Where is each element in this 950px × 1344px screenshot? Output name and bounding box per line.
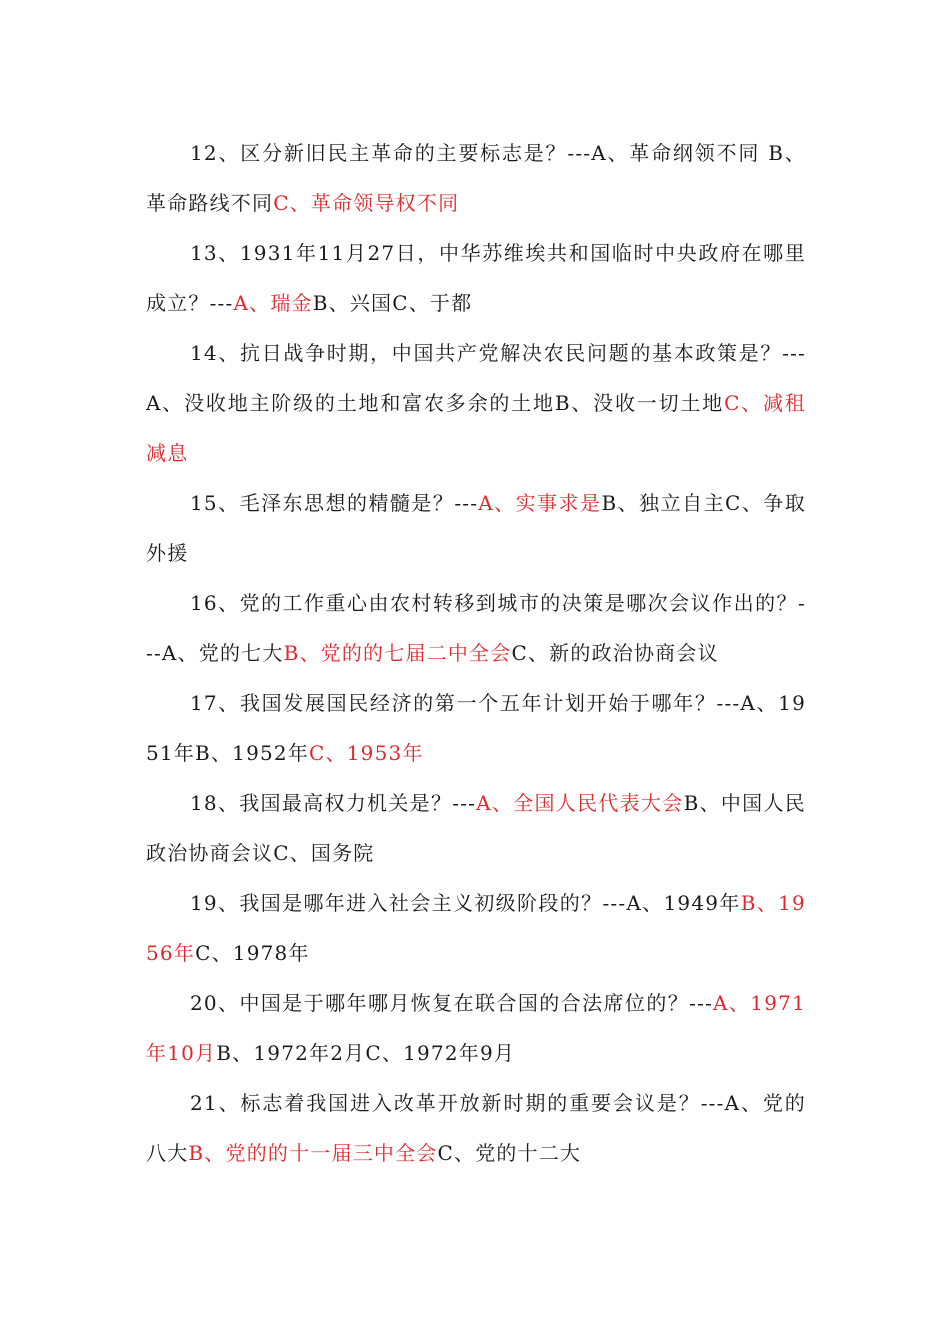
question-text: 19、我国是哪年进入社会主义初级阶段的？---A、1949年	[190, 891, 741, 915]
correct-answer: B、党的的十一届三中全会	[188, 1141, 438, 1165]
correct-answer: C、1953年	[309, 741, 424, 765]
correct-answer: C、减租减息	[146, 391, 806, 465]
correct-answer: A、1971年10月	[146, 991, 806, 1065]
remaining-options: B、1972年2月C、1972年9月	[216, 1041, 516, 1065]
question-15	[146, 478, 806, 578]
correct-answer: B、1956年	[146, 891, 806, 965]
remaining-options: B、兴国C、于都	[312, 291, 473, 315]
correct-answer: A、瑞金	[233, 291, 313, 315]
question-text: 20、中国是于哪年哪月恢复在联合国的合法席位的？---	[190, 991, 714, 1015]
question-text: 16、党的工作重心由农村转移到城市的决策是哪次会议作出的？---A、党的七大	[146, 591, 806, 665]
question-text: 12、区分新旧民主革命的主要标志是？---A、革命纲领不同 B、革命路线不同	[146, 141, 806, 215]
correct-answer: A、实事求是	[478, 491, 602, 515]
question-14	[146, 328, 806, 478]
question-13	[146, 228, 806, 328]
remaining-options: C、党的十二大	[437, 1141, 582, 1165]
question-19	[146, 878, 806, 978]
question-text: 21、标志着我国进入改革开放新时期的重要会议是？---A、党的八大	[146, 1091, 806, 1165]
correct-answer: C、革命领导权不同	[273, 191, 460, 215]
question-text: 13、1931年11月27日，中华苏维埃共和国临时中央政府在哪里成立？---	[146, 241, 806, 315]
question-text: 17、我国发展国民经济的第一个五年计划开始于哪年？---A、1951年B、1952年	[146, 691, 806, 765]
question-17	[146, 678, 806, 778]
remaining-options: B、独立自主C、争取外援	[146, 491, 806, 565]
remaining-options: C、1978年	[195, 941, 310, 965]
question-text: 15、毛泽东思想的精髓是？---	[190, 491, 479, 515]
question-list	[146, 128, 806, 1178]
question-21	[146, 1078, 806, 1178]
question-18	[146, 778, 806, 878]
question-20	[146, 978, 806, 1078]
question-16	[146, 578, 806, 678]
correct-answer: A、全国人民代表大会	[476, 791, 684, 815]
remaining-options: B、中国人民政治协商会议C、国务院	[146, 791, 806, 865]
correct-answer: B、党的的七届二中全会	[283, 641, 512, 665]
question-12	[146, 128, 806, 228]
question-text: 18、我国最高权力机关是？---	[190, 791, 477, 815]
remaining-options: C、新的政治协商会议	[511, 641, 719, 665]
question-text: 14、抗日战争时期，中国共产党解决农民问题的基本政策是？---A、没收地主阶级的土地和富农多余的土地B、没收一切土地	[146, 341, 806, 415]
